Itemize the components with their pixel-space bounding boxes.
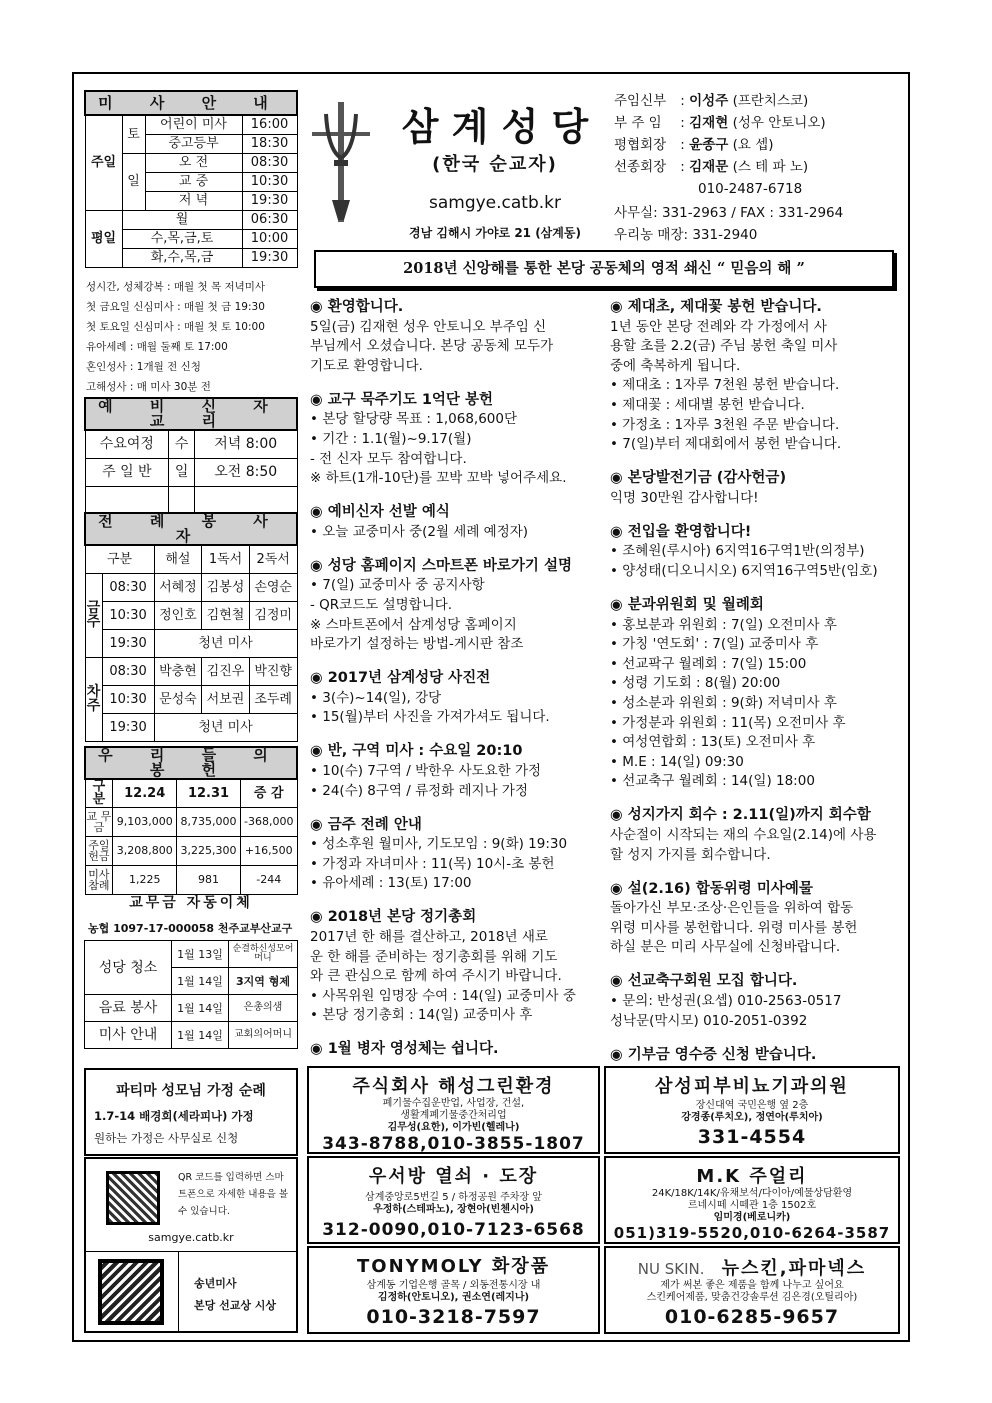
ad-tonymoly: TONYMOLY 화장품 삼계동 기업은행 골목 / 외동전통시장 내 김정하(안토니오), 권소연(레지나) 010-3218-7597 (307, 1246, 600, 1334)
notice-right-2 (610, 523, 902, 582)
notice-line: 1년 동안 본당 전례와 각 가정에서 사 (610, 318, 827, 335)
notice-line: 기도로 환영합니다. (310, 357, 423, 374)
qr-code-image (106, 1171, 160, 1225)
notice-line: • 여성연합회 : 13(토) 오전미사 후 (610, 734, 816, 751)
church-address: 경남 김해시 가야로 21 (삼계동) (409, 226, 581, 240)
notice-line: • 15(월)부터 사진을 가져가셔도 됩니다. (310, 709, 550, 726)
notice-line: • 홍보분과 위원회 : 7(일) 오전미사 후 (610, 616, 837, 633)
duty-table: 성당 청소 1월 13일 순결하신성모어머니 1월 14일 3지역 형제 음료 봉사 1월 14일 은총의샘 미사 안내 1월 14일 교회의어머니 (84, 940, 298, 1049)
bank-account: 농협 1097-17-000058 천주교부산교구 (88, 922, 293, 935)
notice-line: 돌아가신 부모·조상·은인들을 위하여 합동 (610, 900, 854, 917)
notice-title: ◉ 교구 묵주기도 1억단 봉헌 (310, 391, 494, 408)
notice-left-6 (310, 816, 602, 894)
liturgy-servers-table: 전 례 봉 사 자 구분 해설 1독서 2독서 금주 08:30 서혜정 김봉성 손영순 10:30 정인호 김현철 김정미 19:30 청년 미사 차주 08:30 박충현 김진우 박진향 10:30 문성숙 서보권 조두례 19:30 청년 미사 (84, 512, 298, 742)
qr-box: QR 코드를 입력하면 스마트폰으로 자세한 내용을 볼 수 있습니다. samgye.catb.kr 송년미사 본당 선교상 시상 (84, 1157, 298, 1333)
notice-line: • 선교팍구 월례회 : 7(일) 15:00 (610, 655, 807, 672)
notice-line: • 제대초 : 1자루 7천원 봉헌 받습니다. (610, 377, 840, 394)
notice-title: ◉ 분과위원회 및 월례회 (610, 597, 764, 613)
notice-title: ◉ 선교축구회원 모집 합니다. (610, 973, 798, 990)
church-subtitle: (한국 순교자) (432, 154, 558, 175)
nuskin-logo: NU SKIN. (637, 1260, 705, 1278)
notice-title: ◉ 금주 전례 안내 (310, 816, 422, 833)
notice-title: ◉ 제대초, 제대꽃 봉헌 받습니다. (610, 299, 822, 315)
notice-line: • 오늘 교중미사 중(2월 세례 예정자) (310, 523, 529, 540)
fatima-box: 파티마 성모님 가정 순례 1.7-14 배경희(세라피나) 가정 원하는 가정은 사무실로 신청 (84, 1068, 298, 1156)
notice-line: - 전 신자 모두 참여합니다. (310, 450, 467, 467)
notice-left-8 (310, 1040, 602, 1060)
notice-line: • 가정초 : 1자루 3천원 주문 받습니다. (610, 416, 840, 433)
notice-left-7 (310, 908, 602, 1026)
offering-table: 우 리 들 의 봉 헌 구 분 12.24 12.31 증 감 교 무 금 9,103,000 8,735,000 -368,000 주일헌금 3,208,800 3,225,300 +16,500 미사참례 1,225 981 -244 (84, 746, 298, 895)
notice-title: ◉ 반, 구역 미사 : 수요일 20:10 (310, 743, 523, 760)
notice-right-1 (610, 469, 902, 508)
notice-line: 용할 초를 2.2(금) 주님 봉헌 축일 미사 (610, 338, 838, 355)
notice-line: • 성령 기도회 : 8(월) 20:00 (610, 675, 781, 692)
notice-line: • 본당 할당량 목표 : 1,068,600단 (310, 411, 518, 428)
fatima-title: 파티마 성모님 가정 순례 (116, 1083, 266, 1099)
ad-haesung: 주식회사 해성그린환경 폐기물수집운반업, 사업장, 건설, 생활계폐기물중간처리업 김무성(요한), 이가빈(헬레나) 343-8788,010-3855-1807 (307, 1066, 600, 1154)
notice-title: ◉ 예비신자 선발 예식 (310, 504, 450, 521)
mass-schedule-title: 미 사 안 내 (85, 91, 297, 115)
notice-line: 할 성지 가지를 회수합니다. (610, 846, 771, 863)
notice-line: • 사목위원 임명장 수여 : 14(일) 교중미사 중 (310, 987, 576, 1004)
notice-line: 성낙문(막시모) 010-2051-0392 (610, 1012, 808, 1029)
auto-transfer-label: 교무금 자동이체 (129, 895, 253, 911)
notice-line: 바로가기 설정하는 방법-게시판 참조 (310, 636, 524, 653)
staff-list: 주임신부 : 이성주 (프란치스코) 부 주 임 : 김재현 (성우 안토니오) 평협회장 : 윤종구 (요 셉) 선종회장 : 김재문 (스 테 파 노) 010-2487-6718 사무실: 331-2963 / FAX : 331-2964 우리농 매장: 331-2940 (614, 93, 844, 243)
catechumen-title: 예 비 신 자 교 리 (85, 398, 297, 430)
notice-left-0 (310, 298, 602, 376)
notice-line: • 성소후원 월미사, 기도모임 : 9(화) 19:30 (310, 836, 568, 853)
notice-line: • 조혜원(루시아) 6지역16구역1반(의정부) (610, 543, 865, 560)
notice-line: 위령 미사를 봉헌합니다. 위령 미사를 봉헌 (610, 919, 858, 936)
ad-locksmith: 우서방 열쇠 · 도장 삼계중앙로5번길 5 / 하정공원 주차장 앞 우정하(스테파노), 장현아(빈첸시아) 312-0090,010-7123-6568 (307, 1156, 600, 1244)
servers-title: 전 례 봉 사 자 (85, 513, 297, 545)
notice-line: 익명 30만원 감사합니다! (610, 489, 759, 506)
notice-line: ※ 스마트폰에서 삼계성당 홈페이지 (310, 616, 517, 633)
notice-line: - QR코드도 설명합니다. (310, 596, 453, 613)
notice-title: ◉ 성당 홈페이지 스마트폰 바로가기 설명 (310, 557, 573, 574)
notice-title: ◉ 기부금 영수증 신청 받습니다. (610, 1046, 817, 1063)
notice-left-3 (310, 557, 602, 655)
notice-title: ◉ 성지가지 회수 : 2.11(일)까지 회수함 (610, 807, 871, 824)
notice-title: ◉ 설(2.16) 합동위령 미사예물 (610, 880, 813, 897)
theme-banner: 2018년 신앙해를 통한 본당 공동체의 영적 쇄신 “ 믿음의 해 ” (314, 250, 894, 288)
ad-samsung-clinic: 삼성피부비뇨기과의원 장신대역 국민은행 옆 2층 강경종(루치오), 정연아(루치아) 331-4554 (604, 1066, 900, 1154)
notice-left-5 (310, 742, 602, 801)
notice-line: • 7(일)부터 제대회에서 봉헌 받습니다. (610, 436, 842, 453)
notice-line: • 본당 정기총회 : 14(일) 교중미사 후 (310, 1007, 533, 1024)
notice-line: 하실 분은 미리 사무실에 신청바랍니다. (610, 939, 841, 956)
notice-right-4 (610, 806, 902, 865)
notice-line: • 기간 : 1.1(월)~9.17(월) (310, 430, 472, 447)
notice-line: 5일(금) 김재현 성우 안토니오 부주임 신 (310, 318, 547, 335)
mass-schedule-table: 미 사 안 내 주일 토 어린이 미사 16:00 중고등부 18:30 일 오 전 08:30 교 중 10:30 저 녁 19:30 평일 월 06:30 수,목,금,토 10:00 화,수,목,금 19:30 (84, 90, 298, 268)
notice-title: ◉ 환영합니다. (310, 299, 404, 315)
notice-line: • M.E : 14(일) 09:30 (610, 753, 744, 770)
church-cross-logo (308, 100, 374, 230)
notice-line: 중에 축복하게 됩니다. (610, 357, 741, 374)
notice-line: ※ 하트(1개-10단)를 꼬박 꼬박 넣어주세요. (310, 470, 567, 487)
ad-nuskin: NU SKIN. 뉴스킨,파마넥스 제가 써본 좋은 제품을 함께 나누고 싶어요 스킨케어제품, 맞춤건강솔루션 김은경(오틸리아) 010-6285-9657 (604, 1246, 900, 1334)
notice-line: • 양성태(디오니시오) 6지역16구역5반(임호) (610, 562, 878, 579)
notice-left-4 (310, 669, 602, 728)
notice-right-3 (610, 596, 902, 792)
notice-line: 2017년 한 해를 결산하고, 2018년 새로 (310, 928, 548, 945)
notice-title: ◉ 2018년 본당 정기총회 (310, 909, 477, 926)
notice-line: • 가정과 자녀미사 : 11(목) 10시-초 봉헌 (310, 855, 555, 872)
notice-title: ◉ 1월 병자 영성체는 쉽니다. (310, 1041, 499, 1058)
notice-line: • 제대꽃 : 세대별 봉헌 받습니다. (610, 396, 805, 413)
notice-line: 운 한 해를 준비하는 정기총회를 위해 기도 (310, 948, 558, 965)
catechumen-table: 예 비 신 자 교 리 수요여정 수 저녁 8:00 주 일 반 일 오전 8:50 (84, 397, 298, 515)
notice-line: • 10(수) 7구역 / 박한우 사도요한 가정 (310, 762, 542, 779)
notice-right-6 (610, 972, 902, 1031)
notice-right-0 (610, 298, 902, 455)
notice-line: • 3(수)~14(일), 강당 (310, 689, 442, 706)
notice-line: • 선교축구 월례회 : 14(일) 18:00 (610, 773, 815, 790)
church-name: 삼 계 성 당 (401, 105, 589, 149)
notice-line: 와 큰 관심으로 함께 하여 주시기 바랍니다. (310, 968, 562, 985)
notice-line: • 성소분과 위원회 : 9(화) 저녁미사 후 (610, 694, 837, 711)
notice-line: 사순절이 시작되는 재의 수요일(2.14)에 사용 (610, 826, 877, 843)
notice-line: • 가정분과 위원회 : 11(목) 오전미사 후 (610, 714, 846, 731)
ad-mk-jewelry: M.K 주얼리 24K/18K/14K/유채보석/다이아/예물상담환영 르네시떼 시떼관 1층 1502호 임미경(베로니카) 051)319-5520,010-6264-3587 (604, 1156, 900, 1244)
notice-right-5 (610, 880, 902, 958)
qr-code-image-2 (98, 1259, 164, 1325)
notice-line: • 유아세례 : 13(토) 17:00 (310, 875, 472, 892)
notice-line: • 문의: 반성권(요셉) 010-2563-0517 (610, 992, 842, 1009)
notice-line: • 24(수) 8구역 / 류정화 레지나 가정 (310, 782, 529, 799)
notice-title: ◉ 전입을 환영합니다! (610, 523, 752, 540)
notice-line: 부님께서 오셨습니다. 본당 공동체 모두가 (310, 338, 554, 355)
offering-title: 우 리 들 의 봉 헌 (85, 747, 297, 779)
notice-line: • 7(일) 교중미사 중 공지사항 (310, 577, 485, 594)
notice-left-1 (310, 391, 602, 489)
church-url: samgye.catb.kr (428, 193, 561, 213)
notice-left-2 (310, 503, 602, 542)
notice-right-7 (610, 1046, 902, 1066)
notice-title: ◉ 본당발전기금 (감사헌금) (610, 470, 787, 487)
notice-title: ◉ 2017년 삼계성당 사진전 (310, 670, 491, 687)
notice-line: • 가칭 '연도회' : 7(일) 교중미사 후 (610, 636, 819, 653)
mass-notes: 성시간, 성체강복 : 매월 첫 목 저녁미사 첫 금요일 신심미사 : 매월 첫 금 19:30 첫 토요일 신심미사 : 매월 첫 토 10:00 유아세례 : 매월 둘째 토 17:00 혼인성사 : 1개월 전 신청 고해성사 : 매 미사 30분 전 (86, 281, 266, 393)
